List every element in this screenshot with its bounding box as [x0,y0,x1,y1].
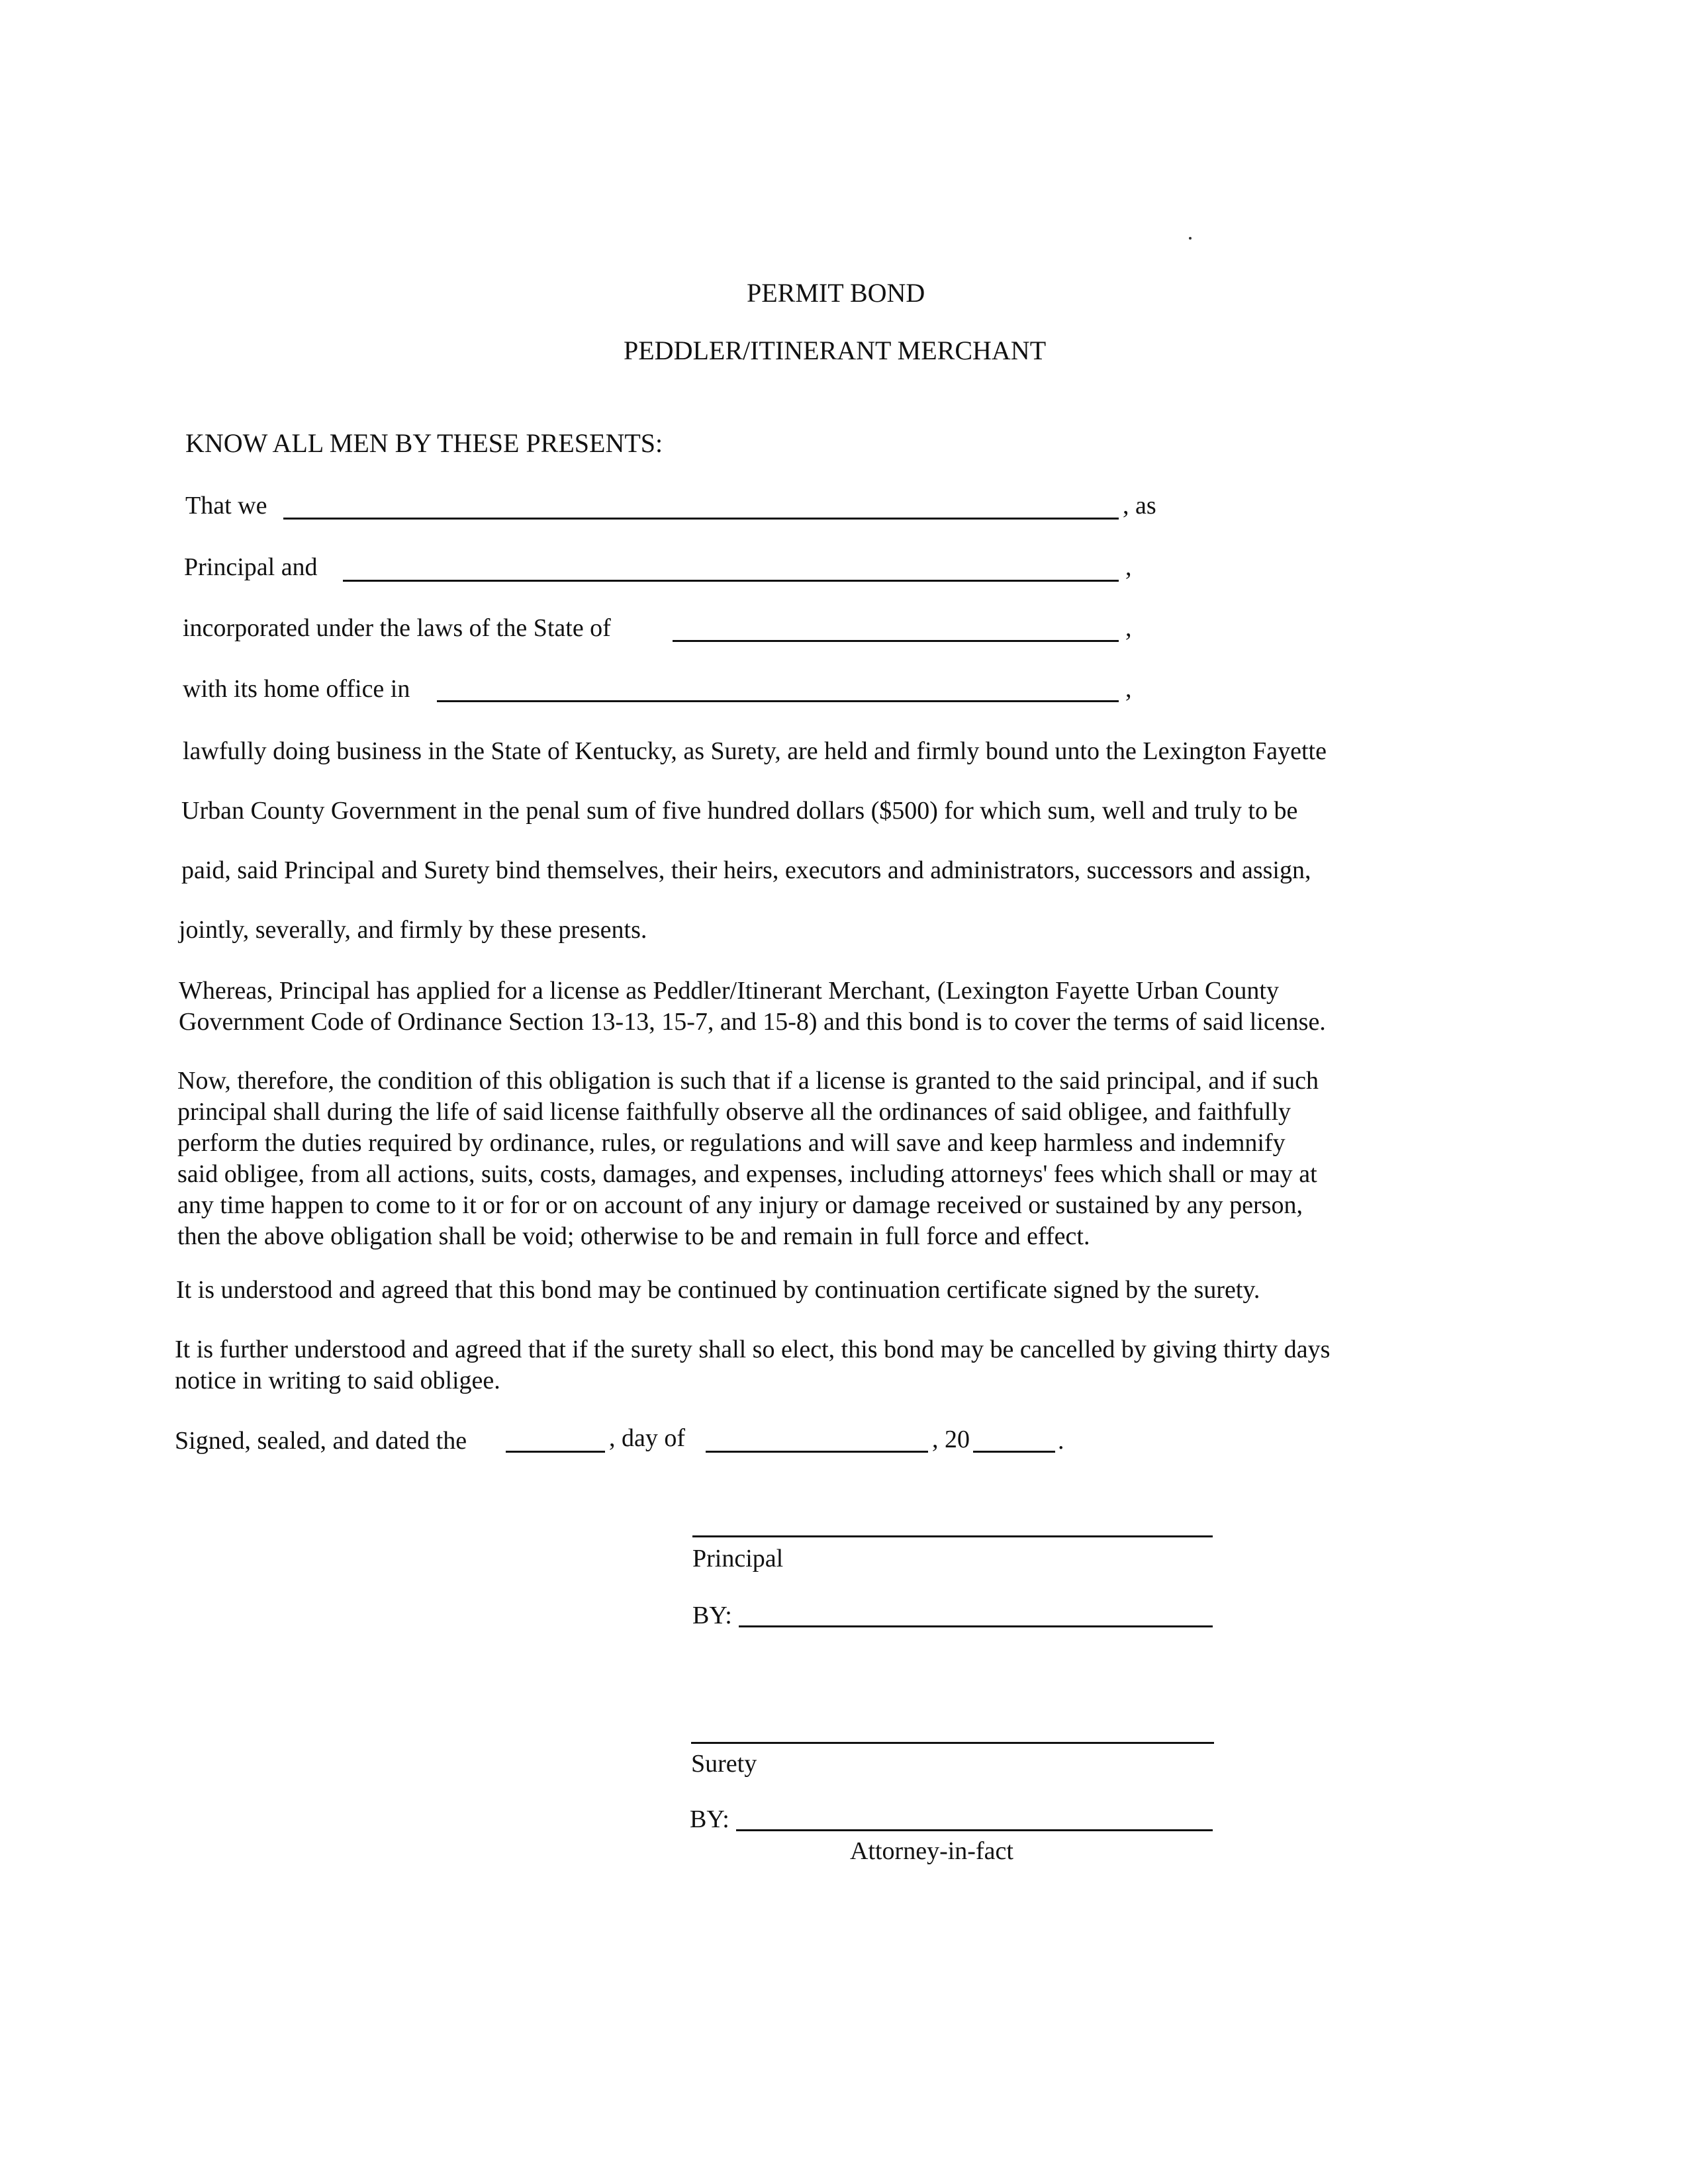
principal-and-label: Principal and [184,553,318,581]
surety-label: Surety [691,1750,757,1778]
home-office-label: with its home office in [183,675,410,703]
body-line-3: paid, said Principal and Surety bind themselves, their heirs, executors and administrators, successors and assign, [181,856,1311,884]
condition-line: principal shall during the life of said license faithfully observe all the ordinances of said obligee, and faithfully [177,1098,1291,1126]
signed-prefix: Signed, sealed, and dated the [175,1427,467,1455]
continuation-clause: It is understood and agreed that this bond may be continued by continuation certificate signed by the surety. [176,1276,1260,1304]
condition-line: Now, therefore, the condition of this obligation is such that if a license is granted to the said principal, and if such [177,1067,1319,1095]
attorney-in-fact-label: Attorney-in-fact [850,1837,1013,1865]
stray-mark [1189,237,1192,240]
principal-by-field[interactable] [739,1625,1213,1627]
principal-signature-line[interactable] [692,1535,1213,1537]
incorporated-comma: , [1125,614,1132,642]
month-field[interactable] [706,1451,928,1453]
body-line-1: lawfully doing business in the State of Kentucky, as Surety, are held and firmly bound unto the Lexington Fayette [183,737,1327,765]
home-office-comma: , [1125,675,1132,703]
signed-period: . [1058,1427,1064,1455]
cancellation-line: notice in writing to said obligee. [175,1367,500,1394]
condition-line: then the above obligation shall be void; otherwise to be and remain in full force and effect. [177,1222,1090,1250]
body-line-2: Urban County Government in the penal sum of five hundred dollars ($500) for which sum, well and truly to be [181,797,1298,825]
home-office-field[interactable] [437,700,1119,702]
day-field[interactable] [506,1451,605,1453]
page-subtitle: PEDDLER/ITINERANT MERCHANT [624,336,1047,365]
day-of-label: , day of [609,1424,686,1452]
principal-by-label: BY: [692,1602,732,1629]
whereas-line: Whereas, Principal has applied for a license as Peddler/Itinerant Merchant, (Lexington Fayette Urban County [179,977,1279,1005]
body-line-4: jointly, severally, and firmly by these presents. [179,916,647,944]
whereas-line: Government Code of Ordinance Section 13-13, 15-7, and 15-8) and this bond is to cover the terms of said license. [179,1008,1326,1036]
condition-line: any time happen to come to it or for or on account of any injury or damage received or sustained by any person, [177,1191,1303,1219]
whereas-paragraph [179,976,1326,1038]
surety-by-field[interactable] [736,1829,1213,1831]
that-we-label: That we [185,492,267,520]
condition-paragraph [177,1066,1319,1252]
year-field[interactable] [973,1451,1055,1453]
condition-line: said obligee, from all actions, suits, costs, damages, and expenses, including attorneys' fees which shall or may at [177,1160,1317,1188]
year-prefix: , 20 [932,1426,970,1453]
incorporated-label: incorporated under the laws of the State of [183,614,611,642]
principal-and-comma: , [1125,553,1132,581]
state-field[interactable] [673,640,1119,642]
that-we-suffix: , as [1123,492,1156,520]
surety-name-field[interactable] [343,580,1119,582]
principal-name-field[interactable] [283,518,1119,520]
cancellation-paragraph [175,1334,1330,1396]
condition-line: perform the duties required by ordinance, rules, or regulations and will save and keep harmless and indemnify [177,1129,1286,1157]
intro-heading: KNOW ALL MEN BY THESE PRESENTS: [185,428,663,458]
cancellation-line: It is further understood and agreed that if the surety shall so elect, this bond may be cancelled by giving thirty days [175,1336,1331,1363]
principal-label: Principal [692,1545,784,1572]
page-title: PERMIT BOND [747,278,925,308]
surety-by-label: BY: [690,1805,729,1833]
surety-signature-line[interactable] [691,1742,1214,1744]
